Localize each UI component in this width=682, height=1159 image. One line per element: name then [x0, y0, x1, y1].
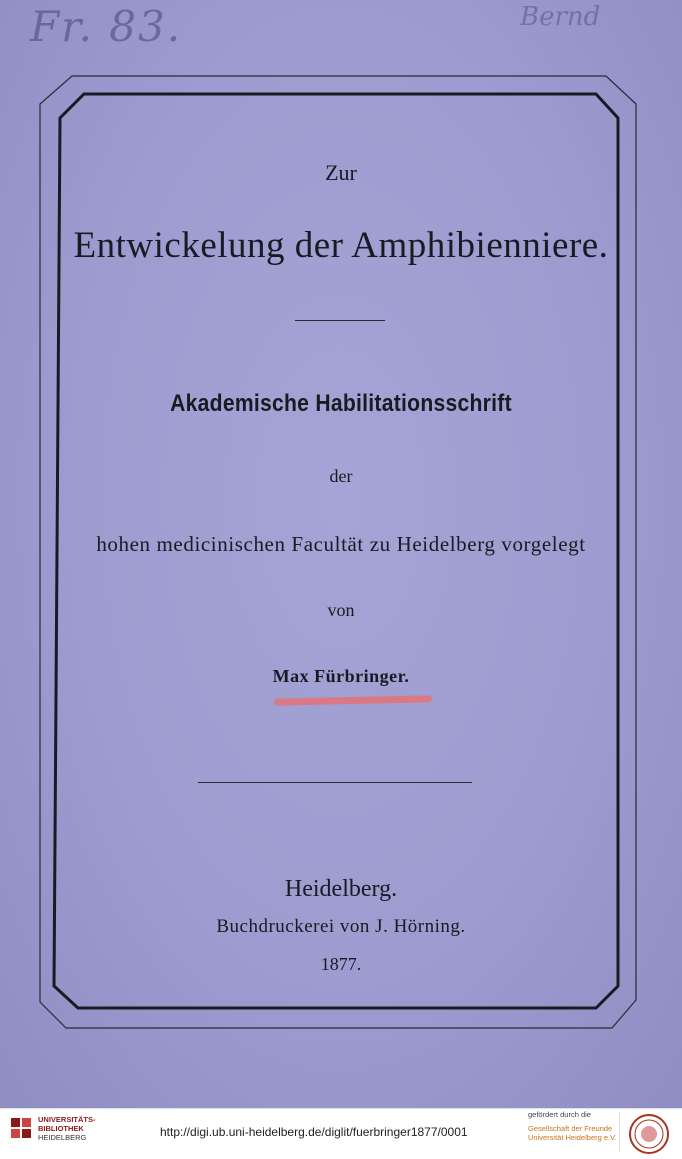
author-divider [198, 782, 472, 783]
connector-von: von [327, 600, 355, 620]
library-name[interactable] [38, 1115, 96, 1142]
publication-city: Heidelberg. [284, 876, 398, 902]
book-title: Entwickelung der Amphibienniere. [73, 225, 609, 266]
connector-der: der [329, 466, 353, 486]
sponsor-name-line2: Universität Heidelberg e.V. [528, 1133, 617, 1142]
footer-separator [619, 1112, 620, 1152]
sponsor-name[interactable] [528, 1124, 617, 1142]
library-logo-icon[interactable] [10, 1117, 32, 1139]
title-prefix: Zur [325, 160, 357, 185]
library-name-line1: UNIVERSITÄTS- [38, 1115, 96, 1124]
author-name: Max Fürbringer. [272, 666, 410, 686]
faculty-line: hohen medicinischen Facultät zu Heidelberg vorgelegt [96, 532, 586, 556]
library-name-line2: BIBLIOTHEK [38, 1124, 84, 1133]
handwritten-note: Bernd [520, 2, 601, 32]
handwritten-shelfmark: Fr. 83. [30, 2, 183, 51]
book-subtitle: Akademische Habilitationsschrift [170, 390, 512, 417]
sponsor-label: gefördert durch die [528, 1110, 591, 1119]
sponsor-name-line1: Gesellschaft der Freunde [528, 1124, 613, 1133]
title-divider [295, 320, 385, 321]
publication-year: 1877. [320, 954, 362, 974]
library-name-line3: HEIDELBERG [38, 1133, 87, 1142]
permalink-url[interactable]: http://digi.ub.uni-heidelberg.de/diglit/fuerbringer1877/0001 [160, 1125, 468, 1139]
university-seal-icon[interactable] [628, 1113, 670, 1155]
printer-line: Buchdruckerei von J. Hörning. [216, 916, 466, 937]
